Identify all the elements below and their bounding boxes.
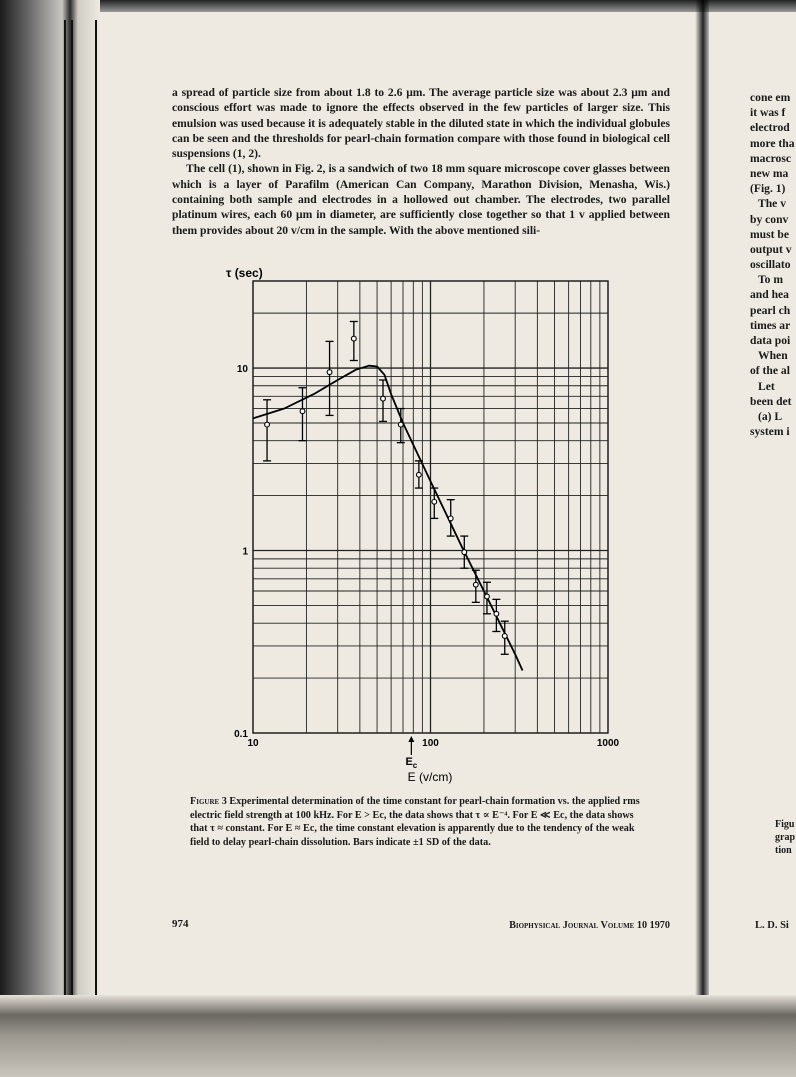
data-marker bbox=[381, 396, 386, 401]
page-fold-shadow bbox=[695, 0, 709, 1077]
spine-line bbox=[95, 20, 97, 1000]
data-point bbox=[430, 488, 438, 518]
right-page-line: been det bbox=[750, 394, 792, 408]
right-page-line: it was f bbox=[750, 106, 786, 120]
data-marker bbox=[462, 550, 467, 555]
data-marker bbox=[327, 370, 332, 375]
data-marker bbox=[300, 409, 305, 414]
spine-line bbox=[64, 20, 66, 1000]
data-point bbox=[350, 321, 358, 360]
body-text bbox=[172, 85, 670, 238]
right-page-caption bbox=[775, 818, 796, 857]
y-tick-label: 1 bbox=[242, 546, 248, 558]
right-page-line: must be bbox=[750, 227, 789, 241]
data-point bbox=[298, 388, 306, 441]
paragraph-2: The cell (1), shown in Fig. 2, is a sandwich of two 18 mm square microscope cover glasses between which is a layer of Parafilm (American Can Company, Marathon Division, Menasha, Wis.) containing both sample and electrodes in a hollowed out chamber. The electrodes, two parallel platinum wires, each 60 μm in diameter, are sufficiently close together so that 1 v applied between them provides about 20 v/cm in the sample. With the above mentioned sili- bbox=[172, 162, 670, 237]
figure-caption bbox=[190, 795, 650, 849]
right-page-line: Let bbox=[758, 379, 775, 393]
right-page-line: When bbox=[758, 349, 788, 363]
data-marker bbox=[473, 582, 478, 587]
right-page-footer: L. D. Si bbox=[755, 920, 789, 931]
right-page-text bbox=[750, 90, 796, 439]
data-points-group bbox=[263, 321, 509, 654]
data-marker bbox=[416, 472, 421, 477]
right-page-line: output v bbox=[750, 242, 792, 256]
right-page-line: times ar bbox=[750, 318, 791, 332]
ec-marker-group bbox=[405, 736, 417, 770]
right-page-line: macrosc bbox=[750, 151, 791, 165]
right-page-line: The v bbox=[758, 197, 787, 211]
page-number: 974 bbox=[172, 918, 189, 930]
right-page-line: (Fig. 1) bbox=[750, 182, 786, 196]
spine-line bbox=[71, 20, 73, 1000]
tick-labels-group bbox=[234, 364, 619, 749]
data-marker bbox=[502, 634, 507, 639]
data-marker bbox=[448, 516, 453, 521]
x-tick-label: 1000 bbox=[596, 738, 620, 749]
ec-arrowhead bbox=[408, 736, 414, 742]
data-point bbox=[472, 570, 480, 602]
right-page-line: cone em bbox=[750, 91, 791, 104]
data-point bbox=[379, 380, 387, 421]
x-axis-label: E (v/cm) bbox=[407, 770, 453, 784]
data-marker bbox=[485, 594, 490, 599]
data-marker bbox=[432, 499, 437, 504]
book-gutter bbox=[0, 0, 100, 1077]
caption-label: Figure 3 bbox=[190, 796, 227, 807]
chart-grid bbox=[253, 281, 608, 733]
data-marker bbox=[398, 422, 403, 427]
axis-labels-group bbox=[226, 266, 452, 784]
right-page-line: system i bbox=[750, 425, 790, 439]
right-page-line: more tha bbox=[750, 136, 795, 150]
right-page-line: pearl ch bbox=[750, 303, 791, 317]
y-tick-label: 0.1 bbox=[234, 729, 248, 740]
right-page-line: electrod bbox=[750, 121, 790, 135]
page-bottom-edge bbox=[0, 995, 796, 1077]
right-caption-line: tion bbox=[775, 845, 792, 856]
data-marker bbox=[265, 422, 270, 427]
data-marker bbox=[494, 611, 499, 616]
data-point bbox=[415, 461, 423, 488]
data-point bbox=[492, 599, 500, 631]
ec-label: $E_c$ bbox=[405, 756, 418, 770]
right-page-line: (a) L bbox=[758, 409, 783, 423]
right-page-line: To m bbox=[758, 273, 784, 287]
x-tick-label: 100 bbox=[422, 738, 439, 749]
caption-text: Experimental determination of the time constant for pearl-chain formation vs. the applied rms electric field strength at 100 kHz. For E > Ec, the data shows that τ ∝ E⁻⁴. For E ≪ Ec, the data shows that τ ≈ constant. For E ≈ Ec, the time constant elevation is apparently due to the tendency of the weak field to delay pearl-chain dissolution. Bars indicate ±1 SD of the data. bbox=[190, 796, 640, 848]
right-page-line: and hea bbox=[750, 288, 789, 302]
page-top-edge bbox=[0, 0, 796, 12]
data-marker bbox=[351, 336, 356, 341]
data-point bbox=[326, 341, 334, 415]
right-page-line: new ma bbox=[750, 166, 789, 180]
right-page-line: data poi bbox=[750, 334, 791, 347]
y-tick-label: 10 bbox=[236, 364, 248, 376]
journal-footer: Biophysical Journal Volume 10 1970 bbox=[509, 920, 670, 931]
right-caption-line: Figu bbox=[775, 819, 795, 830]
right-caption-line: grap bbox=[775, 832, 795, 843]
right-page-line: oscillato bbox=[750, 258, 791, 272]
x-tick-label: 10 bbox=[247, 738, 259, 749]
fit-curve bbox=[253, 366, 523, 671]
right-page-line: by conv bbox=[750, 212, 789, 226]
paragraph-1: a spread of particle size from about 1.8 to 2.6 μm. The average particle size was about 2.3 μm and conscious effort was made to ignore the effects observed in the few particles of larger size. This emulsion was used because it is adequately stable in the diluted state in which the individual globules can be seen and the thresholds for pearl-chain formation compare with those found in biological cell suspensions (1, 2). bbox=[172, 86, 670, 161]
tau-vs-field-chart bbox=[170, 255, 690, 785]
y-axis-label: τ (sec) bbox=[226, 266, 263, 280]
data-point bbox=[460, 536, 468, 568]
fit-curve-group bbox=[253, 366, 523, 671]
right-page-line: of the al bbox=[750, 364, 790, 378]
